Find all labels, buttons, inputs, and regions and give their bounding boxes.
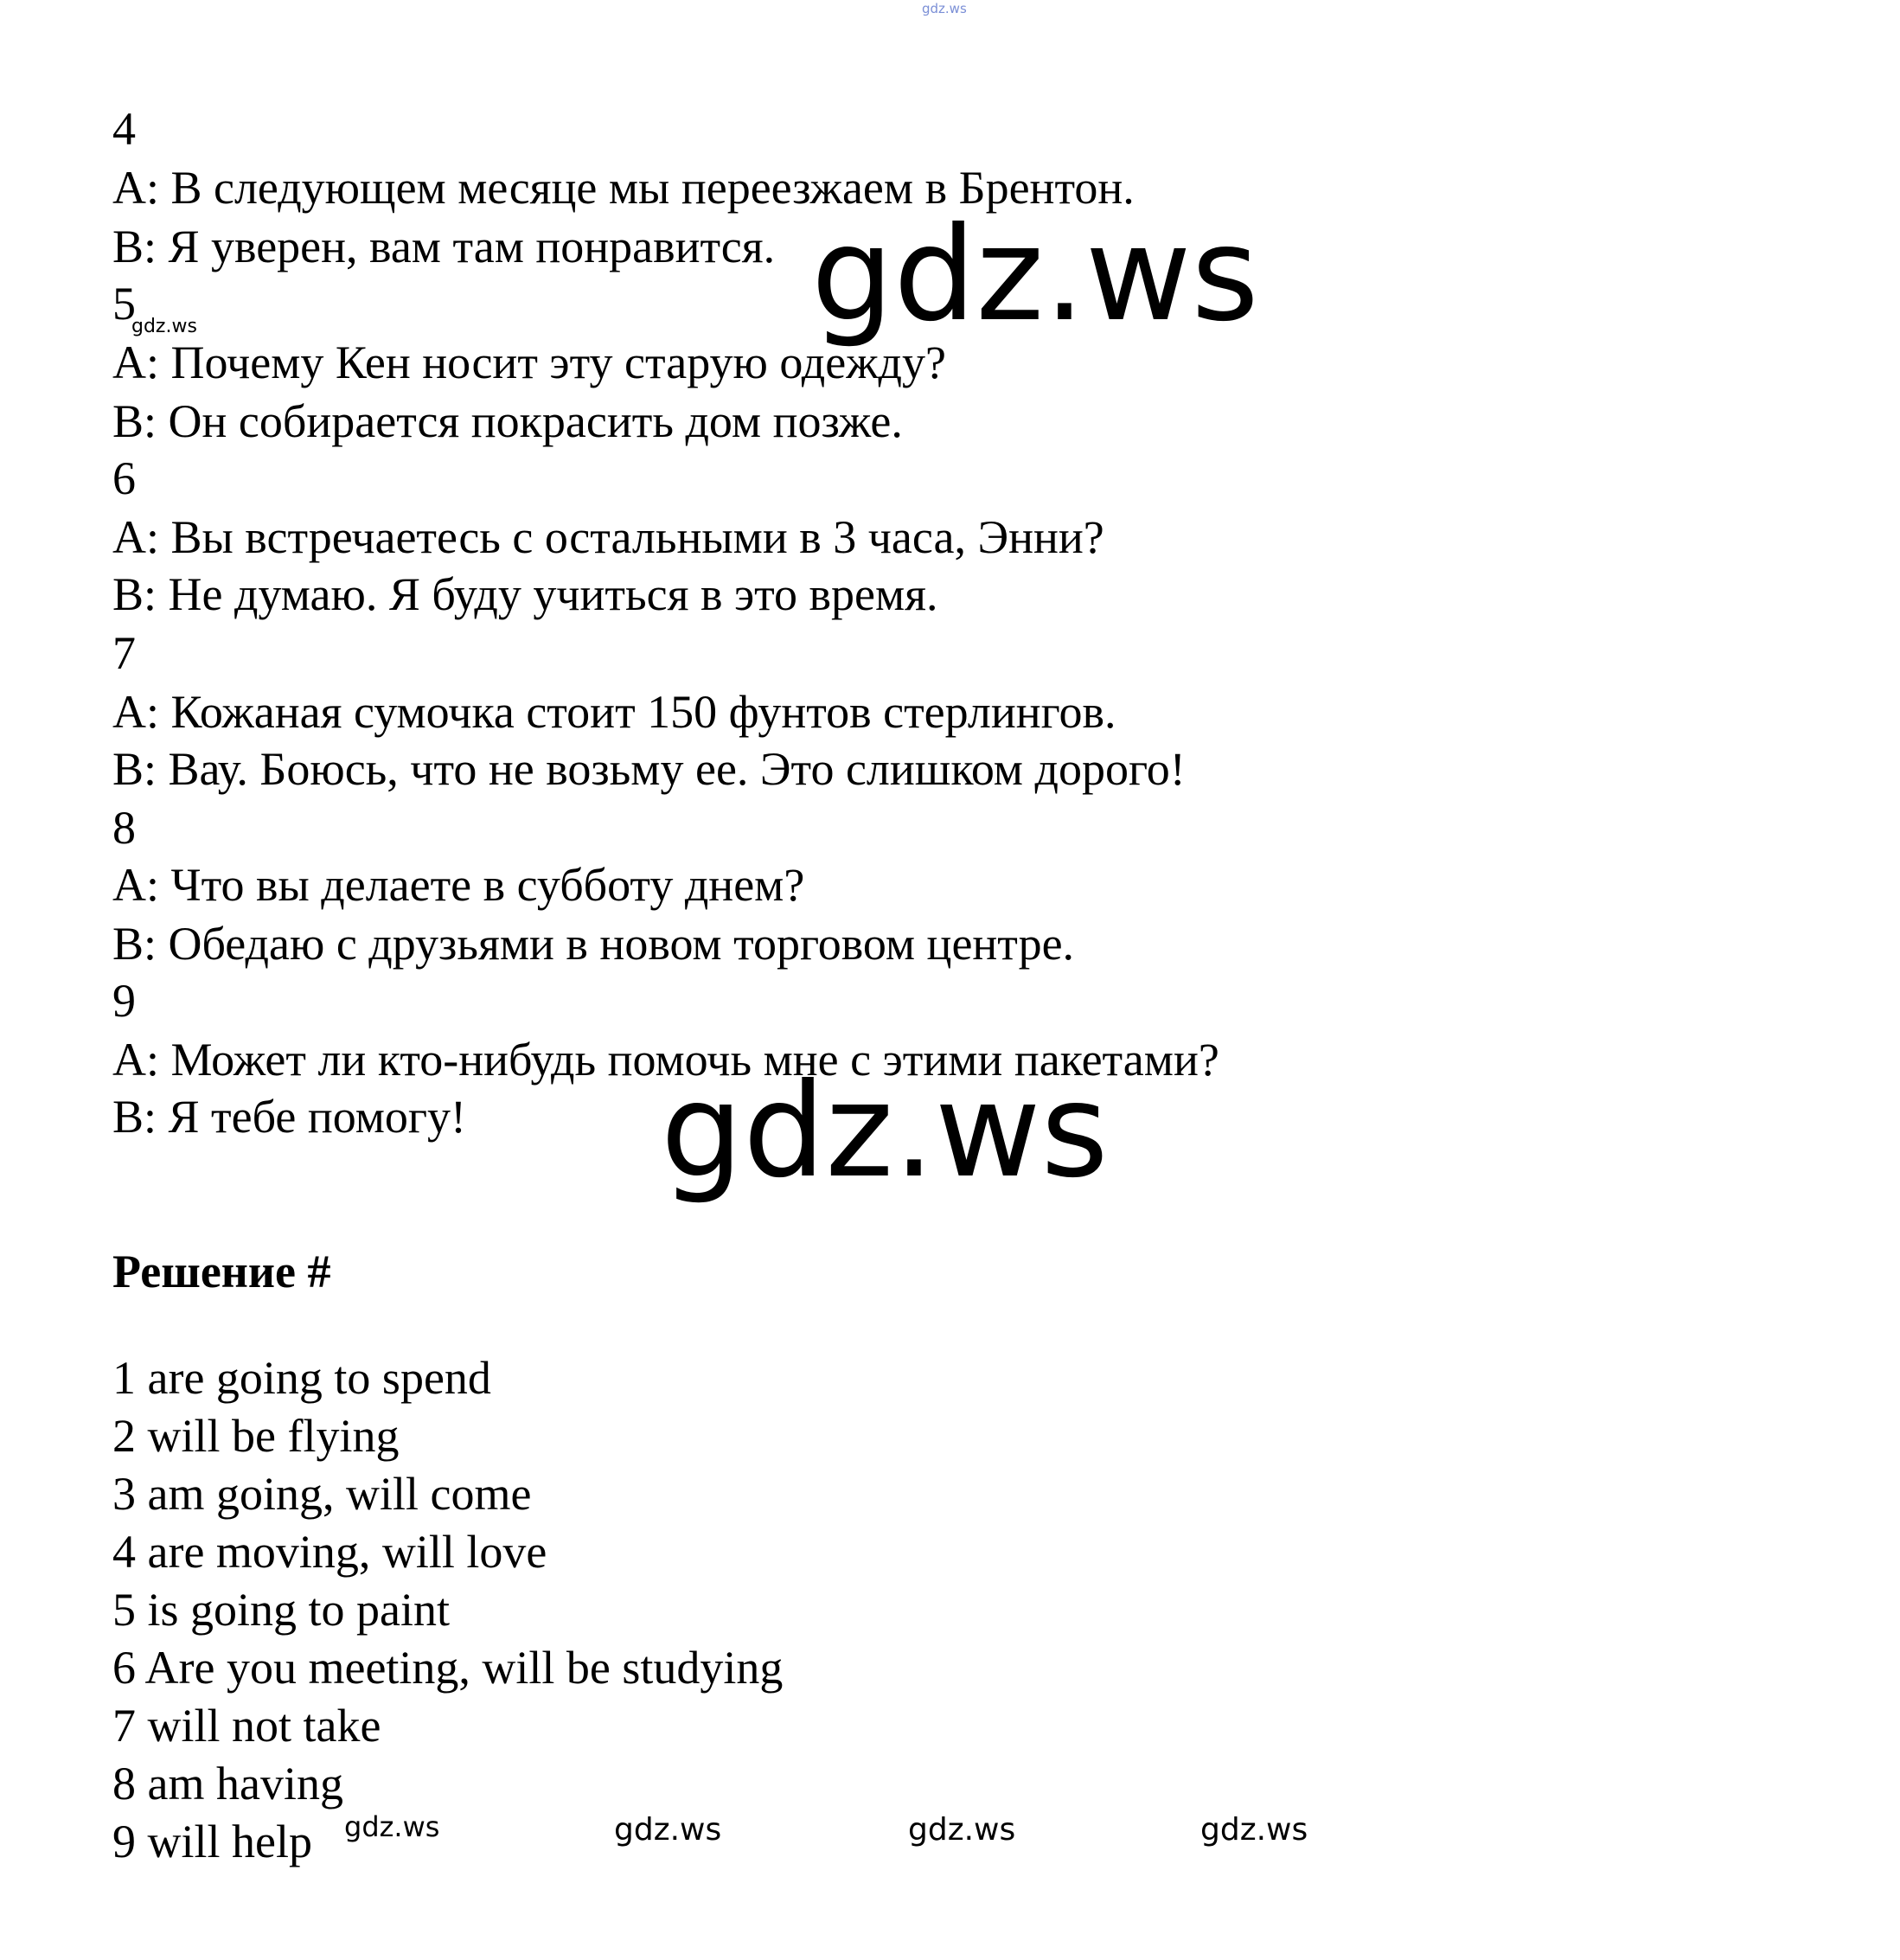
answer-line: 9 will help (112, 1816, 312, 1867)
answer-line: 7 will not take (112, 1700, 381, 1752)
dialogue-line-a: A: В следующем месяце мы переезжаем в Брентон. (112, 162, 1135, 214)
dialogue-line-b: B: Он собирается покрасить дом позже. (112, 395, 903, 447)
dialogue-line-a: A: Что вы делаете в субботу днем? (112, 859, 805, 911)
watermark-small: gdz.ws (908, 1812, 1016, 1848)
dialogue-number: 7 (112, 627, 136, 679)
dialogue-line-a: A: Вы встречаетесь с остальными в 3 часа, Энни? (112, 511, 1104, 563)
watermark-small: gdz.ws (344, 1810, 440, 1843)
dialogue-line-a: A: Кожаная сумочка стоит 150 фунтов стерлингов. (112, 686, 1116, 738)
dialogue-number: 9 (112, 975, 136, 1027)
dialogue-number: 6 (112, 452, 136, 504)
dialogue-number: 4 (112, 103, 136, 155)
answer-line: 8 am having (112, 1758, 343, 1809)
solution-heading: Решение # (112, 1246, 331, 1297)
watermark-small: gdz.ws (1200, 1812, 1308, 1848)
dialogue-line-b: B: Вау. Боюсь, что не возьму ее. Это слишком дорого! (112, 743, 1186, 795)
answer-line: 4 are moving, will love (112, 1526, 547, 1578)
answer-line: 6 Are you meeting, will be studying (112, 1642, 784, 1694)
watermark-small: gdz.ws (614, 1812, 722, 1848)
answer-line: 2 will be flying (112, 1410, 400, 1462)
watermark-large: gdz.ws (661, 1056, 1109, 1207)
answer-line: 1 are going to spend (112, 1352, 491, 1404)
dialogue-line-b: B: Обедаю с друзьями в новом торговом центре. (112, 918, 1075, 970)
answer-line: 3 am going, will come (112, 1468, 532, 1520)
answer-line: 5 is going to paint (112, 1584, 450, 1636)
dialogue-line-b: B: Я тебе помогу! (112, 1091, 467, 1143)
dialogue-line-b: B: Я уверен, вам там понравится. (112, 221, 776, 272)
dialogue-number: 5 (112, 278, 136, 330)
dialogue-line-b: B: Не думаю. Я буду учиться в это время. (112, 568, 938, 620)
watermark-small: gdz.ws (131, 316, 197, 337)
top-watermark: gdz.ws (922, 1, 967, 16)
dialogue-line-a: A: Может ли кто-нибудь помочь мне с этими пакетами? (112, 1034, 1219, 1086)
dialogue-number: 8 (112, 802, 136, 854)
dialogue-line-a: A: Почему Кен носит эту старую одежду? (112, 336, 946, 388)
watermark-large: gdz.ws (811, 200, 1259, 350)
